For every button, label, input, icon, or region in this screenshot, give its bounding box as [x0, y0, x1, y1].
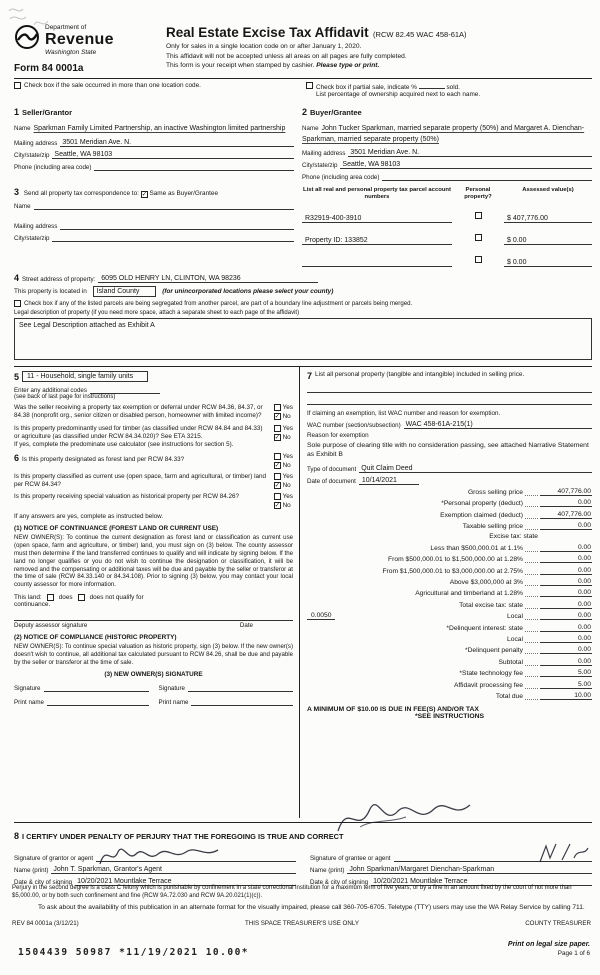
correspondence-mailing-label: Mailing address — [14, 223, 58, 230]
form-title-code: (RCW 82.45 WAC 458-61A) — [373, 30, 467, 39]
new-owner-print-name-field[interactable] — [47, 698, 149, 706]
tax-row-local — [307, 612, 592, 620]
tax-row-taxable — [307, 522, 592, 530]
tax-row-label: Agricultural and timberland at 1.28% — [415, 590, 523, 598]
grantee-name-print-label: Name (print) — [310, 867, 345, 875]
section-5-6-column — [14, 367, 300, 818]
question-text: Is this property designated as forest land per RCW 84.33? — [22, 456, 185, 464]
parcel-row — [302, 249, 592, 267]
no-checkbox[interactable] — [274, 502, 281, 509]
tax-row-label: Local — [507, 635, 523, 643]
wac-number-label: WAC number (section/subsection) — [307, 422, 401, 430]
header-rule — [14, 78, 592, 79]
tax-row-value[interactable]: 0.00 — [540, 522, 592, 530]
grantor-signature-field[interactable] — [96, 854, 296, 862]
land-qualify-row — [14, 594, 293, 601]
seller-phone-value[interactable] — [94, 163, 294, 171]
tax-row-personal — [307, 499, 592, 507]
personal-property-checkbox[interactable] — [475, 234, 482, 241]
yes-label: Yes — [282, 424, 293, 432]
new-owner-print-name-field[interactable] — [191, 698, 293, 706]
tax-row-delinquent-penalty — [307, 646, 592, 654]
yes-checkbox[interactable] — [274, 404, 281, 411]
dept-revenue-label: Revenue — [45, 31, 114, 48]
tax-row-label: *Personal property (deduct) — [441, 500, 523, 508]
buyer-mailing-label: Mailing address — [302, 150, 346, 157]
seller-city-label: City/state/zip — [14, 151, 50, 159]
tax-row-total-state — [307, 601, 592, 609]
tax-row-label: Total due — [495, 692, 523, 700]
no-label: No — [282, 433, 291, 441]
tax-row-value[interactable]: 0.00 — [540, 589, 592, 597]
section-3-correspondence — [14, 187, 302, 267]
same-as-buyer-mark: ✓ — [141, 191, 148, 198]
tax-row-label: Taxable selling price — [462, 523, 523, 531]
tax-row-bracket-4 — [307, 578, 592, 586]
tax-row-value[interactable]: 0.00 — [540, 612, 592, 620]
document-type-value[interactable]: Quit Claim Deed — [359, 465, 592, 473]
personal-property-intro: List all personal property (tangible and intangible) included in selling price. — [315, 371, 525, 379]
tax-row-delinquent-local — [307, 635, 592, 643]
assessed-value[interactable]: $ 407,776.00 — [504, 215, 592, 223]
legal-size-note: Print on legal size paper. — [507, 941, 590, 948]
tax-row-label: Excise tax: state — [489, 533, 538, 541]
parcel-table — [302, 187, 592, 267]
rev-number: REV 84 0001a (3/12/21) — [12, 920, 79, 928]
new-owner-signature-field[interactable] — [188, 684, 293, 692]
grantee-date-city-value[interactable]: 10/20/2021 Mountlake Terrace — [371, 878, 592, 886]
no-mark: ✓ — [274, 482, 281, 490]
section-8-certification — [14, 822, 592, 886]
header — [14, 24, 592, 74]
seller-heading: Seller/Grantor — [22, 108, 73, 117]
personal-property-column-header: Personal property? — [464, 187, 492, 201]
multi-location-checkbox[interactable] — [14, 82, 21, 89]
tax-row-bracket-3 — [307, 567, 592, 575]
tax-row-label: Total excise tax: state — [459, 601, 523, 609]
parcel-number-value[interactable]: R32919-400-3910 — [302, 215, 452, 223]
partial-percent-input[interactable] — [419, 82, 445, 89]
tax-row-agricultural — [307, 589, 592, 597]
personal-property-checkbox[interactable] — [475, 256, 482, 263]
yes-checkbox[interactable] — [274, 453, 281, 460]
land-use-code-value[interactable]: 11 - Household, single family units — [22, 371, 148, 382]
parcel-row — [302, 227, 592, 245]
tax-row-value[interactable]: 0.00 — [540, 624, 592, 632]
seller-mailing-value[interactable]: 3501 Meridian Ave. N. — [60, 139, 294, 147]
header-note-3 — [166, 61, 592, 71]
grantee-signature-label: Signature of grantee or agent — [310, 855, 391, 863]
segregated-checkbox[interactable] — [14, 300, 21, 307]
tax-row-gross — [307, 488, 592, 496]
tax-row-label: From $500,000.01 to $1,500,000.00 at 1.28% — [388, 556, 523, 564]
grantor-signature-block — [14, 852, 296, 886]
tax-row-label: From $1,500,000.01 to $3,000,000.00 at 2.75% — [382, 567, 523, 575]
partial-sale-checkbox[interactable] — [306, 82, 313, 89]
partial-sale-suffix: sold. — [446, 84, 460, 91]
assessed-value[interactable]: $ 0.00 — [504, 237, 592, 245]
does-label: does — [58, 593, 73, 601]
buyer-city-label: City/state/zip — [302, 162, 338, 169]
section-1-seller — [14, 102, 302, 181]
deputy-signature-line[interactable] — [14, 620, 293, 621]
question-text: Is this property receiving special valuation as historical property per RCW 84.26? — [14, 493, 240, 501]
page-number: Page 1 of 6 — [557, 950, 590, 957]
parcel-column-header: List all real and personal property tax parcel account numbers — [303, 187, 451, 201]
date-label: Date — [239, 621, 253, 629]
grantor-date-city-value[interactable]: 10/20/2021 Mountlake Terrace — [75, 878, 296, 886]
section-4-number: 4 — [14, 273, 20, 284]
tax-row-subtotal — [307, 658, 592, 666]
county-treasurer-label: COUNTY TREASURER — [525, 920, 591, 928]
print-name-label: Print name — [14, 699, 44, 707]
grantor-signature-label: Signature of grantor or agent — [14, 855, 94, 863]
seller-name-value[interactable]: Sparkman Family Limited Partnership, an inactive Washington limited partnership — [33, 125, 286, 132]
dept-state-label: Washington State — [45, 49, 97, 56]
buyer-name-value[interactable]: John Tucker Sparkman, married separate property (50%) and Margaret A. Dienchan-Sparkman, married separate property (50%) — [302, 125, 585, 143]
correspondence-mailing-value[interactable] — [60, 222, 294, 230]
no-checkbox[interactable] — [274, 413, 281, 420]
grantee-signature-field[interactable] — [394, 854, 593, 862]
tax-row-bracket-1 — [307, 544, 592, 552]
section-2-buyer — [302, 102, 592, 181]
tax-row-exemption — [307, 511, 592, 519]
correspondence-city-label: City/state/zip — [14, 235, 50, 242]
header-note-2: This affidavit will not be accepted unless all areas on all pages are fully completed. — [166, 52, 407, 60]
county-select[interactable]: Island County — [93, 286, 157, 297]
tax-row-label: *Delinquent penalty — [465, 647, 523, 655]
correspondence-name-label: Name — [14, 203, 31, 210]
additional-codes-input[interactable] — [90, 386, 160, 394]
correspondence-name-value[interactable] — [34, 202, 294, 210]
top-checkboxes — [14, 82, 592, 98]
section-7-number: 7 — [307, 371, 313, 382]
header-note-1: Only for sales in a single location code on or after January 1, 2020. — [166, 43, 362, 50]
treasurer-space-label: THIS SPACE TREASURER'S USE ONLY — [244, 920, 359, 928]
tax-row-value[interactable]: 10.00 — [540, 692, 592, 700]
partial-sale-label-text: Check box if partial sale, indicate % — [316, 84, 417, 91]
personal-property-line-2[interactable] — [307, 397, 592, 405]
parcel-number-value[interactable]: Property ID: 133852 — [302, 237, 452, 245]
no-mark: ✓ — [274, 502, 281, 510]
tax-row-label: *State technology fee — [459, 670, 523, 678]
section-6-number: 6 — [14, 453, 20, 464]
document-type-label: Type of document — [307, 465, 357, 473]
personal-property-line-1[interactable] — [307, 385, 592, 393]
assessed-value-column-header: Assessed value(s) — [522, 187, 574, 193]
tax-row-label: Local — [507, 613, 523, 621]
tax-row-value[interactable]: 407,776.00 — [540, 511, 592, 519]
buyer-heading: Buyer/Grantee — [310, 108, 362, 117]
tax-row-label: Exemption claimed (deduct) — [440, 511, 523, 519]
tax-row-value[interactable]: 0.00 — [540, 658, 592, 666]
legal-description-label: Legal description of property (if you need more space, attach a separate sheet to each page of the affidavit) — [14, 310, 300, 317]
tax-row-label: Affidavit processing fee — [453, 681, 523, 689]
continuance-label: continuance. — [14, 600, 51, 608]
yes-checkbox[interactable] — [274, 493, 281, 500]
tax-row-value[interactable]: 0.00 — [540, 555, 592, 563]
street-address-label: Street address of property: — [22, 276, 96, 284]
additional-codes-note: (see back of last page for instructions) — [14, 394, 116, 401]
signature-label: Signature — [158, 685, 185, 693]
seller-mailing-label: Mailing address — [14, 139, 58, 147]
question-timber-agriculture — [14, 425, 293, 450]
section-7-column — [300, 367, 592, 818]
tax-row-label: Less than $500,000.01 at 1.1% — [430, 544, 523, 552]
notice-continuance-title: (1) NOTICE OF CONTINUANCE (FOREST LAND OR CURRENT USE) — [14, 525, 219, 533]
tax-row-value[interactable]: 0.00 — [540, 567, 592, 575]
yes-label: Yes — [282, 473, 293, 481]
correspondence-city-value[interactable] — [52, 234, 294, 242]
question-current-use — [14, 473, 293, 489]
tax-row-value[interactable]: 407,776.00 — [540, 488, 592, 496]
seller-phone-label: Phone (including area code) — [14, 163, 92, 171]
yes-label: Yes — [282, 493, 293, 501]
tax-row-label: *Delinquent interest: state — [446, 624, 523, 632]
does-not-checkbox[interactable] — [78, 594, 85, 601]
wac-number-value[interactable]: WAC 458-61A-215(1) — [404, 421, 592, 429]
no-checkbox[interactable] — [274, 434, 281, 441]
section-5-number: 5 — [14, 371, 20, 382]
legal-description-text: See Legal Description attached as Exhibit A — [19, 322, 155, 330]
tax-row-technology-fee — [307, 669, 592, 677]
street-address-value[interactable]: 6095 OLD HENRY LN, CLINTON, WA 98236 — [98, 275, 318, 283]
question-text: Is this property classified as current use (open space, farm and agricultural, or timber) land per RCW 84.34? — [14, 473, 266, 489]
grantor-date-city-label: Date & city of signing — [14, 879, 73, 887]
buyer-phone-label: Phone (including area code) — [302, 174, 380, 181]
new-owners-signature-title: (3) NEW OWNER(S) SIGNATURE — [104, 671, 203, 679]
question-historic-property — [14, 493, 293, 509]
no-checkbox[interactable] — [274, 482, 281, 489]
question-text: Was the seller receiving a property tax exemption or deferral under RCW 84.36, 84.37, or 84.38 (nonprofit org., senior citizen or disabled person, homeowner with limited income)? — [14, 404, 263, 420]
header-note-3-text: This form is your receipt when stamped by cashier. — [166, 62, 315, 70]
no-mark: ✓ — [274, 462, 281, 470]
assessed-value[interactable]: $ 0.00 — [504, 259, 592, 267]
this-land-label: This land: — [14, 593, 42, 601]
buyer-name-label: Name — [302, 125, 319, 132]
form-title: Real Estate Excise Tax Affidavit — [166, 25, 369, 40]
multi-location-label: Check box if the sale occurred in more than one location code. — [24, 82, 201, 89]
notice-compliance-title: (2) NOTICE OF COMPLIANCE (HISTORIC PROPERTY) — [14, 633, 177, 641]
no-label: No — [282, 482, 291, 490]
question-tax-exemption — [14, 404, 293, 420]
no-label: No — [282, 462, 291, 470]
document-date-value[interactable]: 10/14/2021 — [359, 477, 419, 485]
tax-row-excise-header — [307, 533, 592, 540]
see-instructions-note: *SEE INSTRUCTIONS — [414, 712, 485, 720]
does-checkbox[interactable] — [47, 594, 54, 601]
additional-codes-label: Enter any additional codes — [14, 387, 87, 395]
tax-row-value[interactable]: 0.00 — [540, 499, 592, 507]
same-as-buyer-checkbox[interactable] — [141, 191, 148, 198]
grantor-name-value[interactable]: John T. Sparkman, Grantor's Agent — [51, 866, 296, 874]
answers-instruction: If any answers are yes, complete as instructed below. — [14, 513, 164, 521]
located-in-label: This property is located in — [14, 288, 87, 296]
section-4-property — [14, 273, 592, 360]
same-as-buyer-label: Same as Buyer/Grantee — [149, 190, 219, 197]
notice-continuance-body: NEW OWNER(S): To continue the current designation as forest land or classification as current use (open space, farm and agriculture, or timber) land, you must sign on (3) below. The county assessor must then determine if the land transferred continues to qualify and will indicate by signing below. If the land no longer qualifies or you do not wish to continue the designation or classification, it will be removed and the compensating or additional taxes will be due and payable by the seller or transferor at the time of sale (RCW 84.33.140 or 84.34.108). Prior to signing (3) below, you may contact your local county assessor for more information. — [14, 534, 293, 589]
legal-description-box[interactable] — [14, 318, 592, 360]
buyer-phone-value[interactable] — [382, 173, 592, 181]
parcel-number-value[interactable] — [302, 259, 452, 267]
partial-sale-label — [316, 82, 480, 98]
grantee-name-value[interactable]: John Sparkman/Margaret Dienchan-Sparkman — [347, 866, 592, 874]
does-not-label: does not qualify for — [89, 593, 144, 601]
tax-row-value[interactable]: 0.00 — [540, 578, 592, 586]
tax-row-delinquent-interest — [307, 624, 592, 632]
tax-row-value[interactable]: 0.00 — [540, 635, 592, 643]
question-forest-land — [14, 453, 293, 469]
correspondence-label: Send all property tax correspondence to: — [23, 190, 139, 197]
section-8-number: 8 — [14, 831, 20, 842]
certification-statement: I CERTIFY UNDER PENALTY OF PERJURY THAT THE FOREGOING IS TRUE AND CORRECT — [22, 832, 344, 842]
footer — [12, 884, 591, 927]
dor-logo-icon — [14, 24, 40, 50]
grantor-name-print-label: Name (print) — [14, 867, 49, 875]
tax-row-bracket-2 — [307, 555, 592, 563]
no-label: No — [282, 502, 291, 510]
tax-row-label: Gross selling price — [467, 488, 523, 496]
header-note-3-emphasis: Please type or print. — [316, 62, 380, 70]
document-date-label: Date of document — [307, 477, 356, 485]
section-3-number: 3 — [14, 187, 20, 197]
no-label: No — [282, 413, 291, 421]
reason-exemption-label: Reason for exemption — [307, 432, 369, 440]
yes-checkbox[interactable] — [274, 473, 281, 480]
minimum-due-note: A MINIMUM OF $10.00 IS DUE IN FEE(S) AND/OR TAX — [307, 705, 479, 713]
question-text — [14, 425, 269, 450]
form-number: Form 84 0001a — [14, 63, 84, 74]
signature-label: Signature — [14, 685, 41, 693]
no-mark: ✓ — [274, 413, 281, 421]
tax-row-value[interactable]: 5.00 — [540, 681, 592, 689]
tax-row-value[interactable]: 0.00 — [540, 646, 592, 654]
parcel-row — [302, 205, 592, 223]
tax-row-value[interactable]: 5.00 — [540, 669, 592, 677]
new-owner-signature-field[interactable] — [44, 684, 149, 692]
ownership-note: List percentage of ownership acquired next to each name. — [316, 91, 481, 98]
yes-label: Yes — [282, 404, 293, 412]
grantee-date-city-label: Date & city of signing — [310, 879, 369, 887]
deputy-assessor-label: Deputy assessor signature — [14, 621, 88, 629]
unincorporated-note: (for unincorporated locations please select your county) — [162, 288, 334, 296]
question-text-part2: If yes, complete the predominate use calculator (see instructions for section 5). — [14, 440, 234, 448]
no-mark: ✓ — [274, 433, 281, 441]
grantee-signature-block — [310, 852, 592, 886]
dept-of-label: Department of — [45, 24, 87, 31]
notice-compliance-body: NEW OWNER(S): To continue special valuation as historic property, sign (3) below. If the new owner(s) doesn't wish to continue, all additional tax calculated pursuant to RCW 84.26, shall be due and payable by the seller or transferor at the time of sale. — [14, 642, 293, 666]
seller-name-label: Name — [14, 125, 31, 132]
section-2-number: 2 — [302, 107, 308, 117]
yes-checkbox[interactable] — [274, 425, 281, 432]
local-rate-value[interactable]: 0.0050 — [307, 612, 335, 620]
exemption-note: If claiming an exemption, list WAC number and reason for exemption. — [307, 410, 501, 418]
no-checkbox[interactable] — [274, 462, 281, 469]
personal-property-checkbox[interactable] — [475, 212, 482, 219]
perjury-statement: Perjury in the second degree is a class C felony which is punishable by confinement in a state correctional institution for a maximum term of five years, or by a fine in an amount fixed by the court of not more than $5,000.00, or by both such confinement and fine (RCW 9A.72.030 and RCW 9A.20.021(1)(c)). — [12, 885, 572, 900]
tax-row-value[interactable]: 0.00 — [540, 601, 592, 609]
tax-row-total-due — [307, 692, 592, 700]
segregated-label: Check box if any of the listed parcels are being segregated from another parcel, are part of a boundary line adjustment or parcels being merged. — [24, 300, 413, 308]
tax-row-label: Above $3,000,000 at 3% — [449, 579, 523, 587]
tax-row-processing-fee — [307, 681, 592, 689]
alternate-format-note: To ask about the availability of this publication in an alternate format for the visually impaired, please call 360-705-6705. Teletype (TTY) users may use the WA Relay Service by calling 711. — [38, 904, 585, 912]
tax-row-label: Subtotal — [498, 658, 523, 666]
print-name-label: Print name — [158, 699, 189, 707]
question-text-part1: Is this property predominantly used for timber (as classified under RCW 84.84 and 84.33) or agriculture (as classified under RCW 84.34.020)? See ETA 3215. — [14, 424, 263, 440]
buyer-city-value[interactable]: Seattle, WA 98103 — [340, 161, 592, 169]
buyer-mailing-value[interactable]: 3501 Meridian Ave. N. — [348, 149, 592, 157]
tax-row-value[interactable]: 0.00 — [540, 544, 592, 552]
section-1-number: 1 — [14, 107, 20, 117]
seller-city-value[interactable]: Seattle, WA 98103 — [52, 151, 294, 159]
reason-exemption-value[interactable]: Sole purpose of clearing title with no consideration passing, see attached Narrative Statement as Exhibit B — [307, 442, 589, 459]
cashier-stamp: 1504439 50987 *11/19/2021 10.00* — [18, 947, 250, 958]
yes-label: Yes — [282, 453, 293, 461]
